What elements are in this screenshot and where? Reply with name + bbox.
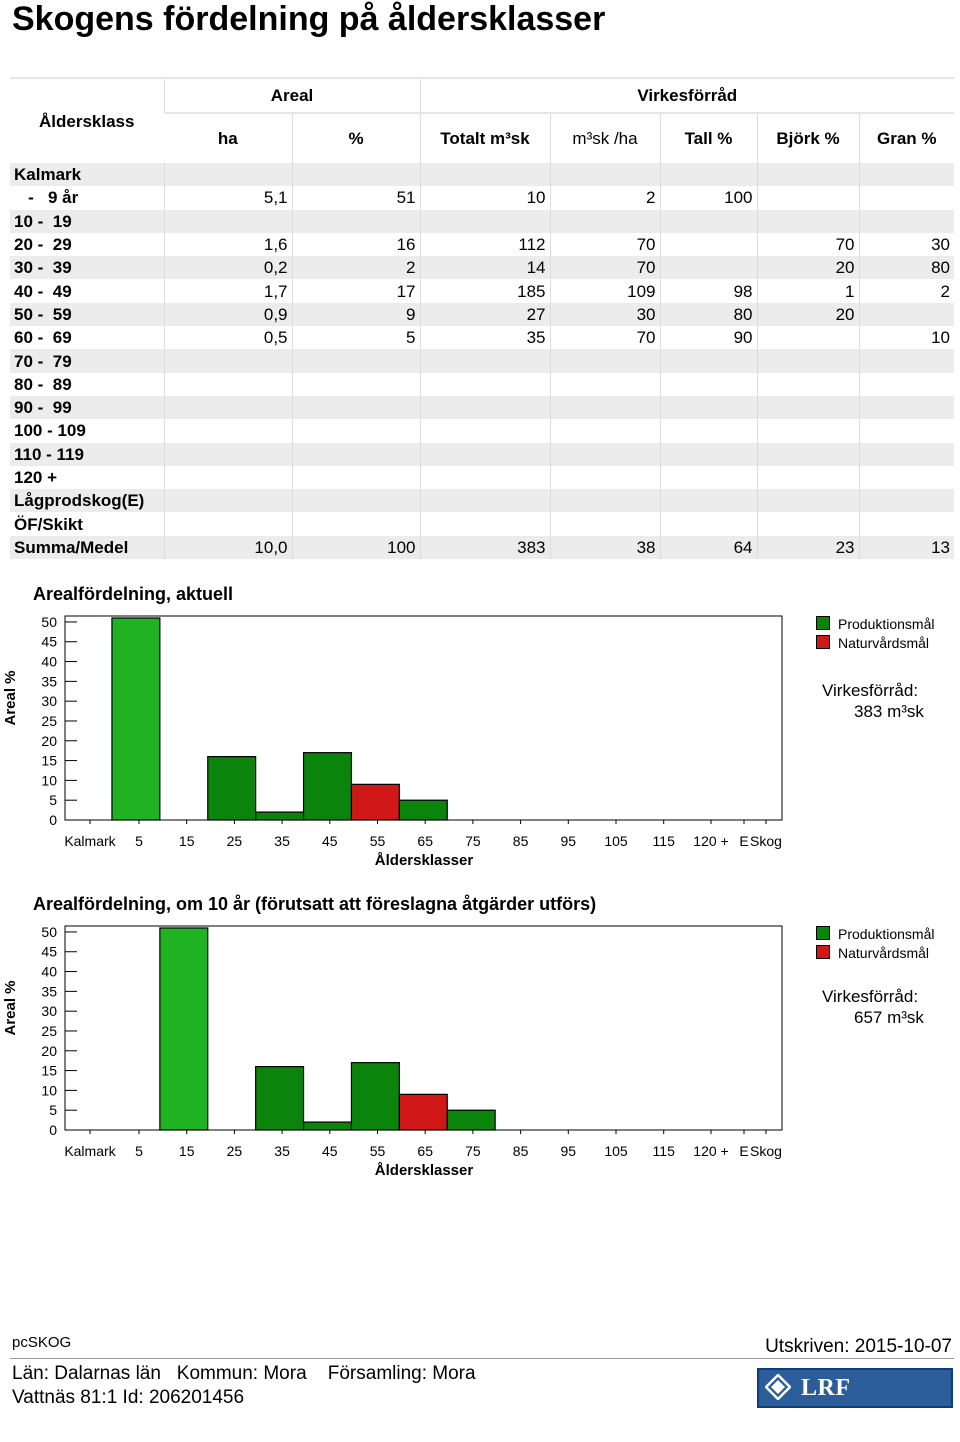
y-tick-label: 20 [41,732,57,749]
cell-tall [660,349,757,372]
row-label: 40 - 49 [10,279,164,302]
chart1-volume [822,680,924,722]
cell-pct: 2 [292,256,420,279]
cell-per [550,489,660,512]
cell-gran [859,419,954,442]
cell-ha: 0,2 [164,256,292,279]
table-row [10,210,954,233]
row-label: 120 + [10,466,164,489]
cell-tall [660,256,757,279]
table-row [10,233,954,256]
age-class-table [10,77,954,559]
cell-per [550,512,660,535]
volume-label: Virkesförråd: [822,681,919,700]
cell-pct [292,373,420,396]
cell-per [550,210,660,233]
x-tick-label: 25 [226,1143,243,1159]
lrf-konsult-logo [757,1368,953,1437]
x-tick-label: Skog [750,833,782,849]
cell-bjork [757,466,859,489]
cell-ha: 0,9 [164,303,292,326]
bar-45 [304,1122,352,1130]
cell-ha [164,419,292,442]
x-tick-label: E [739,1143,749,1159]
table-row [10,489,954,512]
y-tick-label: 40 [41,653,57,670]
y-tick-label: 0 [49,1122,57,1138]
y-tick-label: 15 [41,752,57,769]
cell-per [550,419,660,442]
cell-per [550,443,660,466]
x-tick-label: 85 [512,1143,529,1159]
bar-5 [112,618,160,820]
x-tick-label: 45 [322,1143,338,1159]
cell-bjork [757,489,859,512]
x-tick-label: 55 [369,1143,386,1159]
cell-gran [859,210,954,233]
table-row [10,163,954,186]
y-tick-label: 25 [41,712,57,729]
table-row [10,373,954,396]
header-tall: Tall % [660,113,757,163]
cell-bjork [757,396,859,419]
x-tick-label: 115 [652,833,675,849]
cell-per: 70 [550,326,660,349]
y-tick-label: 15 [41,1062,57,1079]
y-tick-label: 20 [41,1042,57,1059]
cell-tot: 10 [420,186,550,209]
y-tick-label: 0 [49,812,57,828]
footer-printed: Utskriven: 2015-10-07 [765,1336,952,1357]
table-row [10,466,954,489]
cell-tot [420,349,550,372]
table-row [10,512,954,535]
chart2-legend [816,925,935,963]
cell-per: 70 [550,233,660,256]
cell-tall [660,443,757,466]
cell-ha: 10,0 [164,536,292,559]
volume-label: Virkesförråd: [822,987,919,1006]
cell-gran [859,163,954,186]
footer-divider [10,1358,954,1359]
x-tick-label: 120 + [693,1143,729,1159]
row-label: 50 - 59 [10,303,164,326]
cell-pct: 9 [292,303,420,326]
cell-bjork [757,512,859,535]
cell-bjork: 23 [757,536,859,559]
cell-gran [859,349,954,372]
legend-label-produktion: Produktionsmål [838,926,935,942]
cell-bjork [757,419,859,442]
legend-naturvard [816,944,935,963]
legend-label-naturvard: Naturvårdsmål [838,945,930,961]
cell-ha [164,512,292,535]
header-areal: Areal [164,78,420,113]
header-gran: Gran % [859,113,954,163]
table-row [10,419,954,442]
cell-ha: 1,7 [164,279,292,302]
cell-ha [164,489,292,512]
cell-bjork [757,373,859,396]
cell-pct [292,163,420,186]
cell-bjork [757,210,859,233]
cell-pct [292,489,420,512]
cell-gran [859,396,954,419]
cell-per: 38 [550,536,660,559]
cell-ha [164,396,292,419]
y-tick-label: 45 [41,943,57,960]
y-tick-label: 40 [41,963,57,980]
x-tick-label: Kalmark [64,1143,116,1159]
chart2-title: Arealfördelning, om 10 år (förutsatt att föreslagna åtgärder utförs) [33,894,597,914]
y-tick-label: 10 [41,1082,57,1099]
lrf-logo-icon [765,1374,791,1400]
y-tick-label: 30 [41,693,57,710]
row-label: 70 - 79 [10,349,164,372]
x-tick-label: 65 [417,1143,433,1159]
row-label: 10 - 19 [10,210,164,233]
cell-per [550,466,660,489]
header-ageclass: Åldersklass [10,78,164,163]
chart1-legend [816,615,935,653]
row-label: 20 - 29 [10,233,164,256]
row-label: 90 - 99 [10,396,164,419]
legend-swatch-produktion [816,926,830,940]
cell-ha [164,163,292,186]
cell-tall [660,396,757,419]
table-row [10,443,954,466]
cell-tall [660,466,757,489]
header-virkesforrad: Virkesförråd [420,78,954,113]
cell-tall [660,512,757,535]
legend-naturvard [816,634,935,653]
x-tick-label: 35 [274,1143,290,1159]
bar-15 [160,928,208,1130]
cell-tot: 383 [420,536,550,559]
cell-tot [420,443,550,466]
y-tick-label: 5 [49,1102,57,1119]
x-tick-label: 5 [135,1143,143,1159]
cell-gran [859,186,954,209]
x-tick-label: 45 [322,833,338,849]
cell-per [550,349,660,372]
cell-tot: 35 [420,326,550,349]
y-tick-label: 10 [41,772,57,789]
cell-bjork [757,443,859,466]
table-row [10,303,954,326]
cell-pct: 51 [292,186,420,209]
x-tick-label: 105 [604,1143,628,1159]
x-tick-label: 65 [417,833,433,849]
cell-per: 2 [550,186,660,209]
header-ha: ha [164,113,292,163]
legend-produktion [816,925,935,944]
legend-produktion [816,615,935,634]
cell-bjork: 70 [757,233,859,256]
cell-gran: 2 [859,279,954,302]
x-tick-label: 15 [178,833,195,849]
table-row [10,279,954,302]
cell-tall [660,233,757,256]
cell-gran [859,466,954,489]
row-label: ÖF/Skikt [10,512,164,535]
cell-tall: 98 [660,279,757,302]
legend-label-naturvard: Naturvårdsmål [838,635,930,651]
x-axis-label: Åldersklasser [374,1162,474,1179]
bar-65 [399,800,447,820]
cell-pct [292,349,420,372]
table-row [10,349,954,372]
footer-program: pcSKOG [12,1334,72,1351]
cell-pct [292,443,420,466]
cell-tot [420,489,550,512]
header-totalt: Totalt m³sk [420,113,550,163]
cell-pct [292,396,420,419]
x-tick-label: 115 [652,1143,675,1159]
table-row [10,186,954,209]
x-tick-label: Skog [750,1143,782,1159]
cell-tot [420,373,550,396]
x-tick-label: E [739,833,749,849]
cell-bjork [757,349,859,372]
x-tick-label: 95 [560,1143,577,1159]
cell-gran: 10 [859,326,954,349]
cell-ha: 0,5 [164,326,292,349]
cell-ha: 5,1 [164,186,292,209]
cell-per: 70 [550,256,660,279]
y-tick-label: 35 [41,983,57,1000]
row-label: 60 - 69 [10,326,164,349]
row-label: 80 - 89 [10,373,164,396]
cell-ha [164,373,292,396]
y-tick-label: 25 [41,1022,57,1039]
cell-tall: 90 [660,326,757,349]
cell-tot: 14 [420,256,550,279]
table-row [10,256,954,279]
cell-per [550,373,660,396]
cell-tall [660,419,757,442]
cell-pct [292,466,420,489]
cell-per: 109 [550,279,660,302]
cell-gran [859,512,954,535]
y-tick-label: 45 [41,633,57,650]
cell-gran [859,489,954,512]
cell-ha: 1,6 [164,233,292,256]
x-tick-label: 120 + [693,833,729,849]
cell-tot [420,419,550,442]
bar-25 [208,757,256,820]
cell-bjork: 20 [757,303,859,326]
y-tick-label: 35 [41,673,57,690]
row-label: 100 - 109 [10,419,164,442]
y-axis-label: Areal % [2,980,19,1036]
bar-35 [256,1067,304,1130]
cell-pct: 5 [292,326,420,349]
cell-pct [292,419,420,442]
cell-per [550,163,660,186]
x-tick-label: 5 [135,833,143,849]
legend-label-produktion: Produktionsmål [838,616,935,632]
header-pct: % [292,113,420,163]
y-tick-label: 5 [49,792,57,809]
cell-gran [859,443,954,466]
y-tick-label: 30 [41,1003,57,1020]
cell-tall [660,373,757,396]
bar-75 [447,1110,495,1130]
cell-tall: 64 [660,536,757,559]
cell-gran: 30 [859,233,954,256]
cell-bjork [757,326,859,349]
cell-ha [164,443,292,466]
logo-text: LRF KONSULT [801,1375,920,1437]
bar-65 [399,1094,447,1130]
x-axis-label: Åldersklasser [374,852,474,869]
volume-value: 383 m³sk [854,702,924,721]
cell-tot [420,512,550,535]
x-tick-label: 95 [560,833,577,849]
cell-tot [420,396,550,419]
footer-location: Län: Dalarnas län Kommun: Mora Församling: Mora [12,1363,476,1384]
cell-tot [420,466,550,489]
cell-tall: 100 [660,186,757,209]
bar-35 [256,812,304,820]
cell-bjork: 1 [757,279,859,302]
x-tick-label: 75 [465,1143,481,1159]
y-tick-label: 50 [41,923,57,940]
y-axis-label: Areal % [2,670,19,726]
row-label: Summa/Medel [10,536,164,559]
x-tick-label: 15 [178,1143,195,1159]
cell-ha [164,466,292,489]
cell-tot: 112 [420,233,550,256]
cell-tot [420,163,550,186]
cell-bjork [757,186,859,209]
cell-ha [164,210,292,233]
cell-pct [292,512,420,535]
x-tick-label: Kalmark [64,833,116,849]
bar-45 [304,753,352,820]
page-title: Skogens fördelning på åldersklasser [12,0,606,38]
chart1-title: Arealfördelning, aktuell [33,584,234,604]
bar-55 [351,1063,399,1130]
y-tick-label: 50 [41,613,57,630]
cell-bjork [757,163,859,186]
legend-swatch-produktion [816,616,830,630]
legend-swatch-naturvard [816,635,830,649]
row-label: 30 - 39 [10,256,164,279]
row-label: Lågprodskog(E) [10,489,164,512]
bar-55 [351,784,399,820]
cell-pct: 16 [292,233,420,256]
x-tick-label: 85 [512,833,529,849]
plot-frame [65,616,782,820]
table-row [10,396,954,419]
cell-pct: 100 [292,536,420,559]
cell-tot: 185 [420,279,550,302]
header-bjork: Björk % [757,113,859,163]
cell-gran [859,373,954,396]
cell-tall [660,489,757,512]
cell-tall [660,210,757,233]
header-m3sk-per-ha: m³sk /ha [550,113,660,163]
x-tick-label: 105 [604,833,628,849]
cell-bjork: 20 [757,256,859,279]
table-row [10,536,954,559]
legend-swatch-naturvard [816,945,830,959]
cell-tall: 80 [660,303,757,326]
cell-gran: 13 [859,536,954,559]
volume-value: 657 m³sk [854,1008,924,1027]
x-tick-label: 35 [274,833,290,849]
x-tick-label: 25 [226,833,243,849]
cell-pct: 17 [292,279,420,302]
footer-property: Vattnäs 81:1 Id: 206201456 [12,1387,245,1408]
cell-tall [660,163,757,186]
row-label: 110 - 119 [10,443,164,466]
cell-tot: 27 [420,303,550,326]
cell-per [550,396,660,419]
row-label: - 9 år [10,186,164,209]
cell-pct [292,210,420,233]
x-tick-label: 75 [465,833,481,849]
cell-tot [420,210,550,233]
cell-per: 30 [550,303,660,326]
cell-ha [164,349,292,372]
chart2-volume [822,986,924,1028]
cell-gran [859,303,954,326]
row-label: Kalmark [10,163,164,186]
table-row [10,326,954,349]
x-tick-label: 55 [369,833,386,849]
cell-gran: 80 [859,256,954,279]
